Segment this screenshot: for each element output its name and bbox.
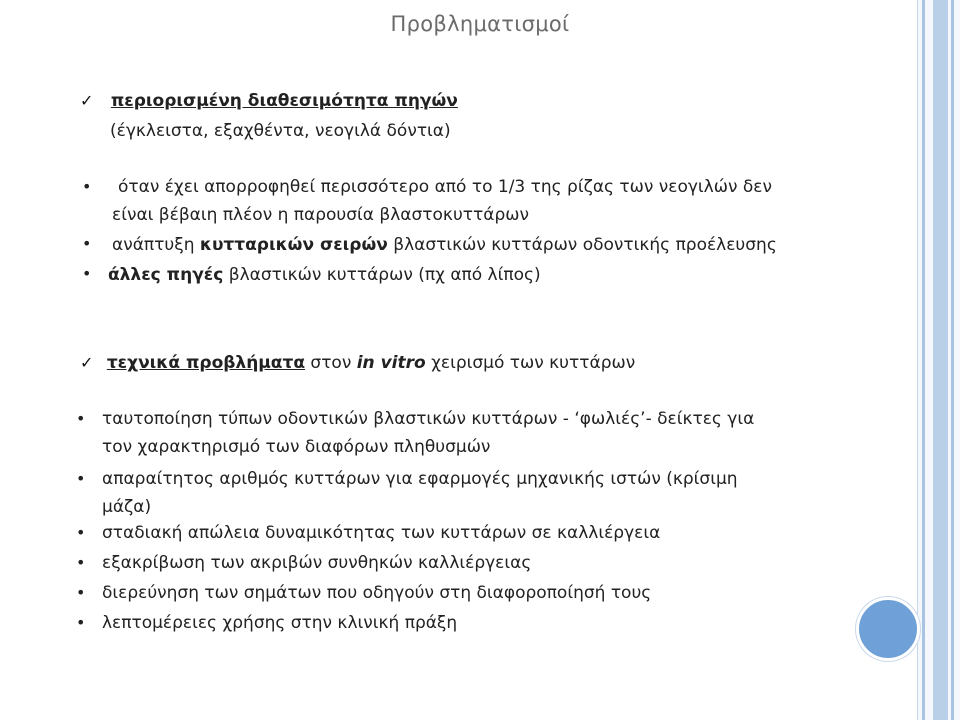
s2-bullet6: λεπτομέρειες χρήσης στην κλινική πράξη <box>102 613 458 633</box>
bullet-icon: • <box>76 523 86 542</box>
section1-heading-line <box>80 90 458 112</box>
bullet-icon: • <box>76 613 86 632</box>
section1-subheading: (έγκλειστα, εξαχθέντα, νεογιλά δόντια) <box>110 121 451 141</box>
decorative-stripes <box>918 0 960 720</box>
bullet-icon: • <box>82 234 92 253</box>
bullet-icon: • <box>76 469 86 488</box>
s2-bullet1-line1: ταυτοποίηση τύπων οδοντικών βλαστικών κυττάρων - ‘φωλιές’- δείκτες για <box>102 409 755 429</box>
bullet-icon: • <box>82 177 92 196</box>
section2-heading-line: ✓ τεχνικά προβλήματα στον in vitro χειρισμό των κυττάρων <box>80 353 636 373</box>
checkmark-icon: ✓ <box>80 353 94 372</box>
bullet-icon: • <box>82 264 92 283</box>
s2-bullet2-line1: απαραίτητος αριθμός κυττάρων για εφαρμογές μηχανικής ιστών (κρίσιμη <box>102 469 738 489</box>
s2-bullet5: διερεύνηση των σημάτων που οδηγούν στη διαφοροποίησή τους <box>102 583 652 603</box>
decorative-circle <box>856 597 920 661</box>
section2-heading: τεχνικά προβλήματα <box>106 353 306 373</box>
s2-bullet3: σταδιακή απώλεια δυναμικότητας των κυττάρων σε καλλιέργεια <box>102 523 661 543</box>
slide-title: Προβληματισμοί <box>390 12 570 36</box>
bullet-icon: • <box>76 583 86 602</box>
bullet-icon: • <box>76 553 86 572</box>
s1-bullet1-line2: είναι βέβαιη πλέον η παρουσία βλαστοκυττάρων <box>112 205 529 225</box>
checkmark-icon: ✓ <box>80 91 94 110</box>
s2-bullet4: εξακρίβωση των ακριβών συνθηκών καλλιέργειας <box>102 553 532 573</box>
section1-heading: περιορισμένη διαθεσιμότητα πηγών <box>110 91 458 111</box>
bullet-icon: • <box>76 409 86 428</box>
s1-bullet1-line1: όταν έχει απορροφηθεί περισσότερο από το 1/3 της ρίζας των νεογιλών δεν <box>118 177 772 197</box>
s2-bullet1-line2: τον χαρακτηρισμό των διαφόρων πληθυσμών <box>102 437 491 457</box>
s1-bullet3: άλλες πηγές βλαστικών κυττάρων (πχ από λίπος) <box>108 265 541 285</box>
s1-bullet2: ανάπτυξη κυτταρικών σειρών βλαστικών κυττάρων οδοντικής προέλευσης <box>112 235 777 255</box>
s2-bullet2-line2: μάζα) <box>102 497 152 517</box>
